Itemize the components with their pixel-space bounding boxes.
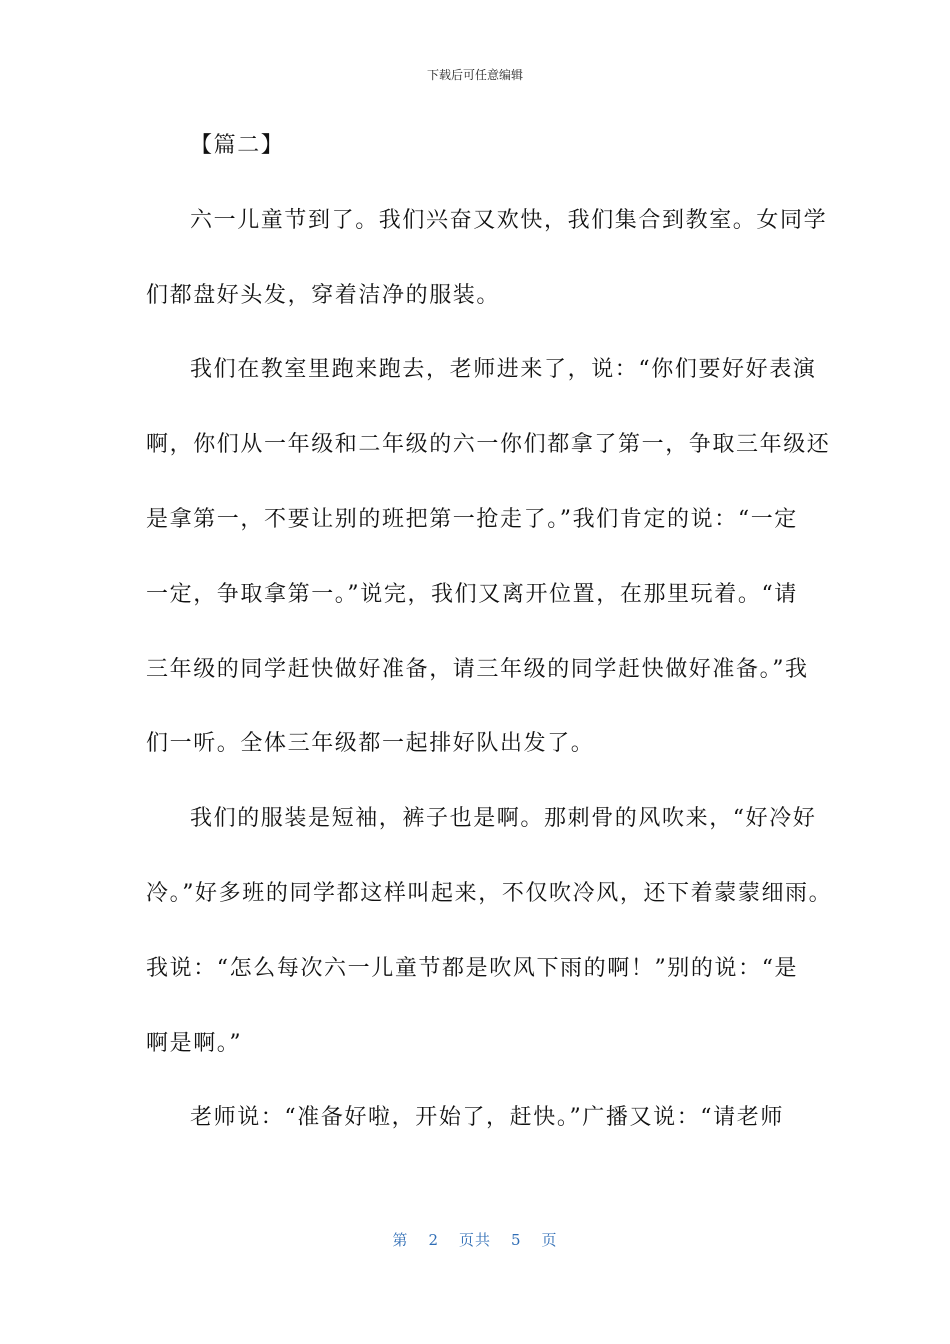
page-label: 第 [392,1231,409,1249]
text-line: 啊是啊。” [146,1031,243,1056]
text-line: 六一儿童节到了。我们兴奋又欢快，我们集合到教室。女同学 [190,208,828,233]
current-page-number: 2 [428,1231,439,1249]
text-line: 啊，你们从一年级和二年级的六一你们都拿了第一，争取三年级还 [146,432,831,457]
text-line: 一定，争取拿第一。”说完，我们又离开位置，在那里玩着。“请 [146,582,798,607]
text-line: 们一听。全体三年级都一起排好队出发了。 [146,731,595,756]
text-line: 是拿第一，不要让别的班把第一抢走了。”我们肯定的说：“一定 [146,507,798,532]
section-title: 【篇二】 [190,133,285,158]
total-pages-number: 5 [511,1231,522,1249]
text-line: 我们的服装是短袖，裤子也是啊。那刺骨的风吹来，“好冷好 [190,806,817,831]
text-line: 们都盘好头发，穿着洁净的服装。 [146,283,501,308]
page-label: 页 [541,1231,558,1249]
page-label: 页共 [458,1231,491,1249]
page-footer [0,1229,950,1250]
header-note: 下载后可任意编辑 [426,68,523,82]
text-line: 我们在教室里跑来跑去，老师进来了，说：“你们要好好表演 [190,357,817,382]
text-line: 三年级的同学赶快做好准备，请三年级的同学赶快做好准备。”我 [146,657,809,682]
text-line: 老师说：“准备好啦，开始了，赶快。”广播又说：“请老师 [190,1105,784,1130]
text-line: 冷。”好多班的同学都这样叫起来，不仅吹冷风，还下着蒙蒙细雨。 [146,881,833,906]
text-line: 我说：“怎么每次六一儿童节都是吹风下雨的啊！”别的说：“是 [146,956,799,981]
